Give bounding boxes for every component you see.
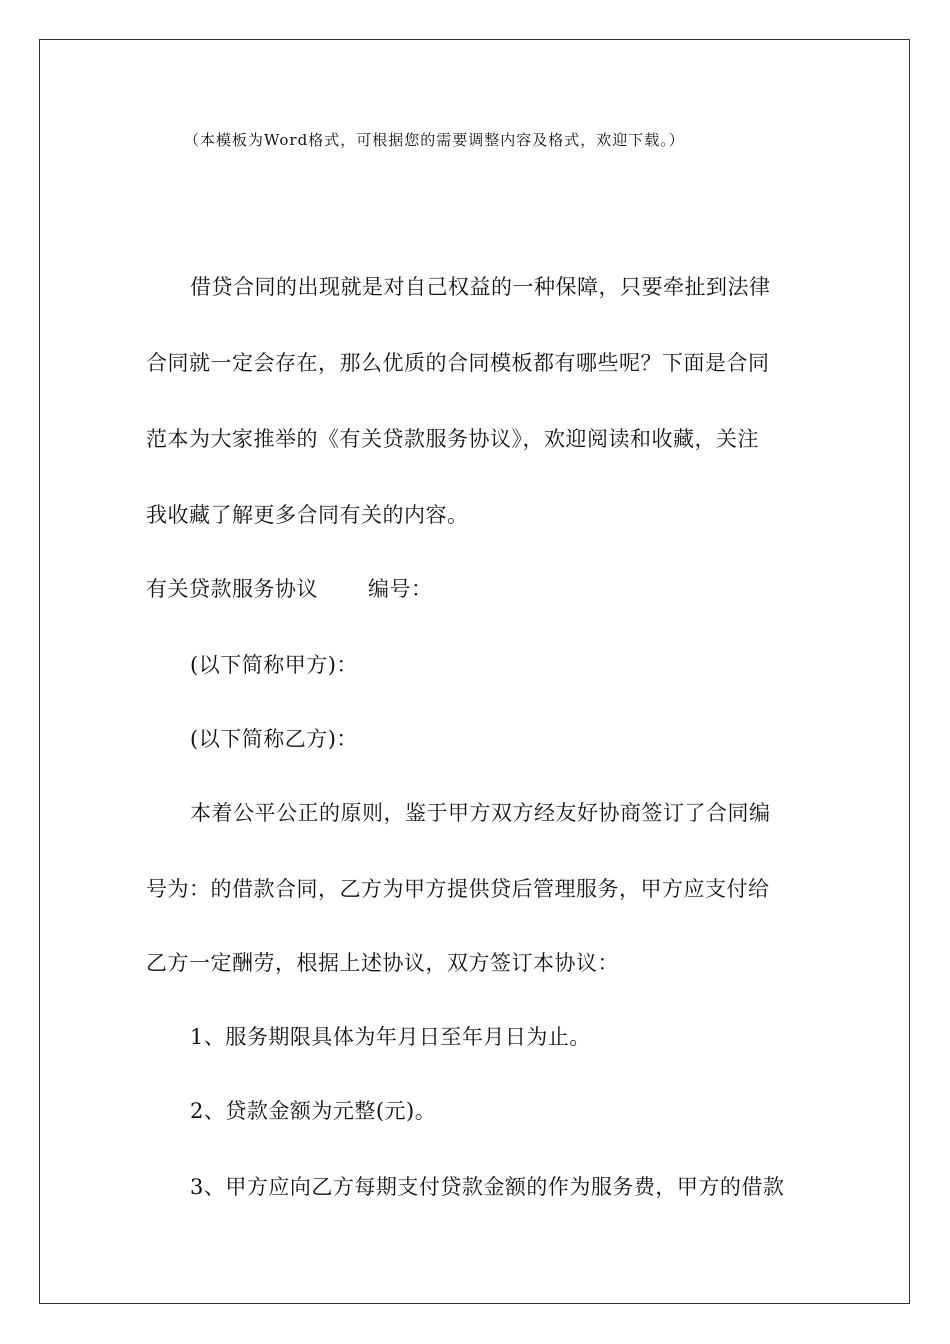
page-border [39, 39, 910, 1304]
party-b: (以下简称乙方)： [190, 727, 358, 751]
preamble-line-3: 乙方一定酬劳，根据上述协议，双方签订本协议： [146, 951, 619, 975]
clause-1: 1、服务期限具体为年月日至年月日为止。 [190, 1025, 591, 1049]
agreement-title: 有关贷款服务协议 [146, 577, 318, 601]
clause-3: 3、甲方应向乙方每期支付贷款金额的作为服务费，甲方的借款 [190, 1175, 785, 1199]
preamble-line-2: 号为：的借款合同，乙方为甲方提供贷后管理服务，甲方应支付给 [146, 877, 770, 901]
clause-2: 2、贷款金额为元整(元)。 [190, 1099, 437, 1123]
agreement-number-label: 编号： [368, 577, 433, 601]
intro-line-1: 借贷合同的出现就是对自己权益的一种保障，只要牵扯到法律 [190, 275, 771, 299]
party-a: (以下简称甲方)： [190, 653, 358, 677]
intro-line-4: 我收藏了解更多合同有关的内容。 [146, 503, 469, 527]
template-note: （本模板为Word格式，可根据您的需要调整内容及格式，欢迎下载。） [184, 131, 685, 149]
preamble-line-1: 本着公平公正的原则，鉴于甲方双方经友好协商签订了合同编 [190, 801, 771, 825]
intro-line-3: 范本为大家推举的《有关贷款服务协议》，欢迎阅读和收藏，关注 [146, 427, 759, 451]
intro-line-2: 合同就一定会存在，那么优质的合同模板都有哪些呢？下面是合同 [146, 351, 770, 375]
